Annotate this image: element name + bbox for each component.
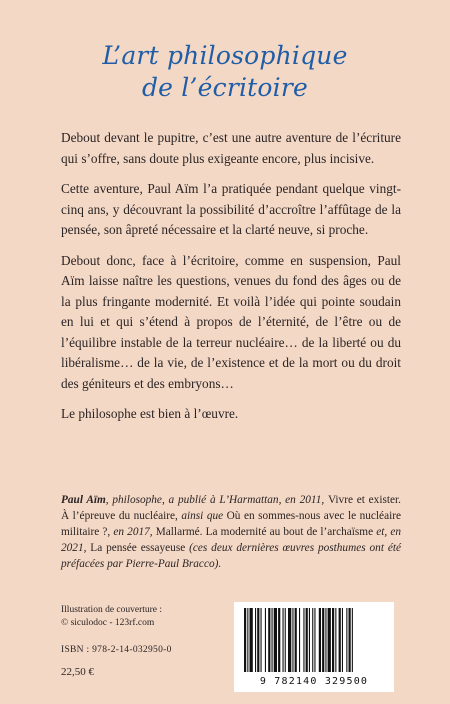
author-bio — [61, 492, 401, 572]
title-line-2: de l’écritoire — [141, 73, 309, 102]
barcode — [234, 602, 394, 692]
book-title — [0, 40, 450, 104]
bio-text-2: ainsi que — [177, 510, 227, 522]
bio-book-4: La pensée essayeuse — [90, 542, 186, 554]
isbn: ISBN : 978-2-14-032950-0 — [61, 645, 172, 655]
bio-text-4: et, en 2021, — [61, 526, 401, 554]
title-line-1: L’art philosophique — [102, 41, 348, 70]
barcode-digits: 9 782140 329500 — [259, 676, 369, 687]
price: 22,50 € — [61, 666, 94, 678]
paragraph-1: Debout devant le pupitre, c’est une autre aventure de l’écriture qui s’offre, sans doute plus exigeante encore, plus incisive. — [61, 130, 401, 166]
barcode-bars — [240, 608, 388, 674]
bio-book-2: Où en sommes-nous avec le nucléaire militaire ? — [61, 510, 401, 538]
cover-credits — [61, 604, 231, 629]
credits-line-1: Illustration de couverture : — [61, 605, 163, 615]
credits-line-2: © siculodoc - 123rf.com — [61, 617, 155, 628]
paragraph-3: Debout donc, face à l’écritoire, comme en suspension, Paul Aïm laisse naître les questions, venues du fond des âges ou de la plus fringante modernité. Et voilà l’idée qui pointe soudain en lui et qui s’étend à propos de l’éternité, de l’être ou de l’équilibre instable de la terreur nucléaire… de la liberté ou du libéralisme… de la vie, de l’existence et de la mort ou du droit des géniteurs et des embryons… — [61, 252, 401, 391]
blurb — [61, 128, 401, 435]
bio-book-3: Mallarmé. La modernité au bout de l’archaïsme — [155, 526, 374, 538]
bio-author-name: Paul Aïm — [61, 494, 106, 506]
bio-book-1: Vivre et exister. À l’épreuve du nucléaire, — [61, 494, 401, 522]
bio-text-3: , en 2017, — [107, 526, 156, 538]
paragraph-4: Le philosophe est bien à l’œuvre. — [61, 406, 239, 421]
bio-text-1: , philosophe, a publié à L’Harmattan, en 2011, — [105, 494, 328, 506]
paragraph-2: Cette aventure, Paul Aïm l’a pratiquée pendant quelque vingt-cinq ans, y découvrant la possibilité d’accroître l’affûtage de la pensée, son âpreté nécessaire et la clarté neuve, si proche. — [61, 181, 401, 237]
bio-text-5: (ces deux dernières œuvres posthumes ont été préfacées par Pierre-Paul Bracco). — [61, 542, 402, 570]
bio-text — [61, 492, 401, 572]
